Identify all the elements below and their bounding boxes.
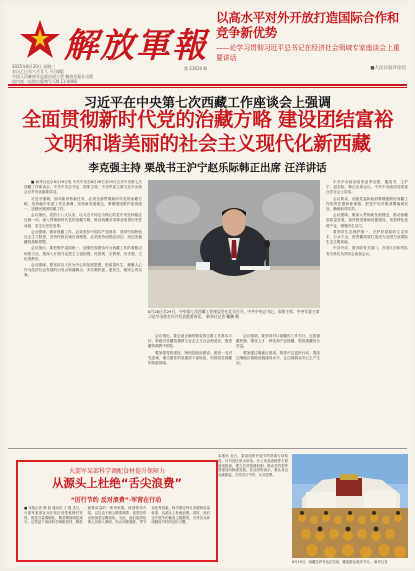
paragraph: 会议强调，要坚持对口援藏的工作方针，完善援藏机制，强化人才、科技和产业援藏，提高援藏综合效益。: [236, 334, 320, 349]
potala-photo-image: [292, 454, 408, 558]
article-column-mid1: [148, 334, 232, 444]
paragraph: ■ 新华社北京8月29日电 中共中央在8月28日至29日召开中央第七次西藏工作座谈会。中共中央总书记、国家主席、中央军委主席习近平出席会议并发表重要讲话。: [24, 180, 142, 195]
masthead-meta: 2025年8月20日 星期三 农历乙巳年六月廿八 今日8版 中国人民解放军总政治部主管 解放军报社出版 国内统一连续出版物号 CN 11-0066: [12, 64, 94, 84]
teaser-byline: ■人民日报评论员: [370, 66, 406, 71]
highlighted-article-box[interactable]: [16, 460, 218, 562]
issue-number: 第 21610 期: [184, 66, 208, 71]
newspaper-page: [4, 4, 411, 567]
masthead-rule-thin: [8, 87, 407, 88]
headline-kicker: 习近平在中央第七次西藏工作座谈会上强调: [83, 96, 331, 111]
lead-photo-caption: 8月28日至29日，中央第七次西藏工作座谈会在北京召开。中共中央总书记、国家主席、中央军委主席习近平出席会议并发表重要讲话。 新华社记者 鞠鹏 摄: [148, 309, 320, 319]
main-headline[interactable]: 全面贯彻新时代党的治藏方略 建设团结富裕 文明和谐美丽的社会主义现代化新西藏: [21, 108, 394, 155]
potala-photo-caption: 8月19日，西藏拉萨布达拉宫前，藏族群众欢庆节日。 新华社发: [292, 560, 388, 564]
paragraph: 要坚持生态保护第一，守护好高原的生灵草木、万水千山，把青藏高原打造成为全国乃至国际生态文明高地。: [326, 229, 408, 245]
newspaper-logo: 解放軍報: [64, 26, 208, 66]
paragraph: 会议指出，党的十八大以来，以习近平同志为核心的党中央坚持稳定压倒一切，深入贯彻新时代党的治藏方略，推动西藏各项事业取得历史性成就、发生历史性变革。: [24, 213, 142, 228]
red-star-emblem-icon: [18, 18, 62, 62]
paragraph: 会议强调，要坚持以人民为中心的发展思想，把改善民生、凝聚人心作为经济社会发展的出发点和落脚点，多办顺民意、惠民生、暖民心的实事。: [24, 263, 142, 278]
headline-subhead: 李克强主持 栗战书王沪宁赵乐际韩正出席 汪洋讲话: [88, 162, 327, 174]
box-body: ■ 本报记者 韩 旭 通讯员 王 强 近日，火箭军某部官兵在营区食堂就餐时发现，饭菜分量刚刚好，剩菜剩饭明显减少。这得益于该部科学调配食材、精准测算用量的一系列举措。该部领导介绍，以往由于缺乏精准测算，食堂经常出现饭菜过剩现象。为此，他们组织炊事人员深入调研，结合训练强度、季节变化等因素，科学制定每日食谱和用量标准，从源头上杜绝浪费。同时，他们还开展节约粮食主题教育，引导官兵养成勤俭节约的良好习惯。: [24, 506, 210, 525]
brief-article: 本报讯 近日，某部组织开展节约资源专项检查，针对营区用水用电、办公用品消耗等方面逐项排查，建立长效管理机制，推动节约型军营建设向纵深发展。官兵纷纷表示，要从身边点滴做起，自觉厉行节约、反对浪费。: [218, 454, 288, 478]
box-kicker: 火箭军某部科学调配食材提升保障力: [68, 468, 165, 475]
article-column-mid2: [236, 334, 320, 444]
box-title[interactable]: 从源头上杜绝“舌尖浪费”: [51, 476, 183, 490]
teaser-title[interactable]: 以高水平对外开放打造国际合作和竞争新优势: [216, 10, 400, 40]
paragraph: 会议指出，要把维护祖国统一、加强民族团结作为西藏工作的着眼点和着力点，要深入开展马克思主义祖国观、民族观、宗教观、历史观、文化观教育。: [24, 246, 142, 261]
paragraph: 会议强调，要深入贯彻新发展理念，推动西藏高质量发展，加快推进基础设施建设，发展特色优势产业，增强内生动力。: [326, 213, 408, 228]
paragraph: 习近平强调，面对新形势新任务，必须全面贯彻新时代党的治藏方略，坚持稳中求进工作总基调，坚持新发展理念，紧紧围绕维护祖国统一、加强民族团结做工作。: [24, 196, 142, 212]
lead-photo[interactable]: [148, 180, 320, 308]
paragraph: 会议要求，各级党委和政府要增强做好西藏工作的责任感和使命感，把党中央决策部署落到实处，确保取得实效。: [326, 196, 408, 212]
paragraph: 中共中央政治局常委李克强、栗战书、王沪宁、赵乐际、韩正出席会议，中共中央政治局常委汪洋在会上讲话。: [326, 180, 408, 195]
masthead-rule: [8, 84, 407, 86]
lead-photo-image: [148, 180, 320, 308]
paragraph: 要加强党的建设，特别是政治建设，建设一支对党忠诚、堪当重任的高素质干部队伍，巩固党在西藏的执政基础。: [148, 350, 232, 366]
top-teaser[interactable]: [216, 10, 406, 72]
teaser-subtitle: ——论学习贯彻习近平总书记在经济社会领域专家座谈会上重要讲话: [216, 44, 400, 62]
masthead: [4, 4, 411, 82]
box-campaign-tag: “厉行节约 反对浪费”·军营在行动: [70, 497, 162, 504]
article-column-left: [24, 180, 142, 442]
paragraph: 会议指出，要全面正确贯彻党的宗教工作基本方针，积极引导藏传佛教与社会主义社会相适应，推进藏传佛教中国化。: [148, 334, 232, 349]
paragraph: 中共中央、国务院有关部门，各省区市和军队有关单位负责同志参加会议。: [326, 246, 408, 256]
paragraph: 要加强边境地区建设，推进兴边富民行动，提高边境地区基础设施建设水平，让边境群众安心生产生活。: [236, 350, 320, 366]
section-divider: [8, 448, 407, 449]
paragraph: 会议强调，做好西藏工作，必须坚持中国共产党领导、坚持中国特色社会主义制度、坚持民族区域自治制度，必须坚持治国必治边、治边先稳藏的战略思想。: [24, 229, 142, 245]
potala-photo[interactable]: [292, 454, 408, 558]
article-column-right: [326, 180, 408, 442]
